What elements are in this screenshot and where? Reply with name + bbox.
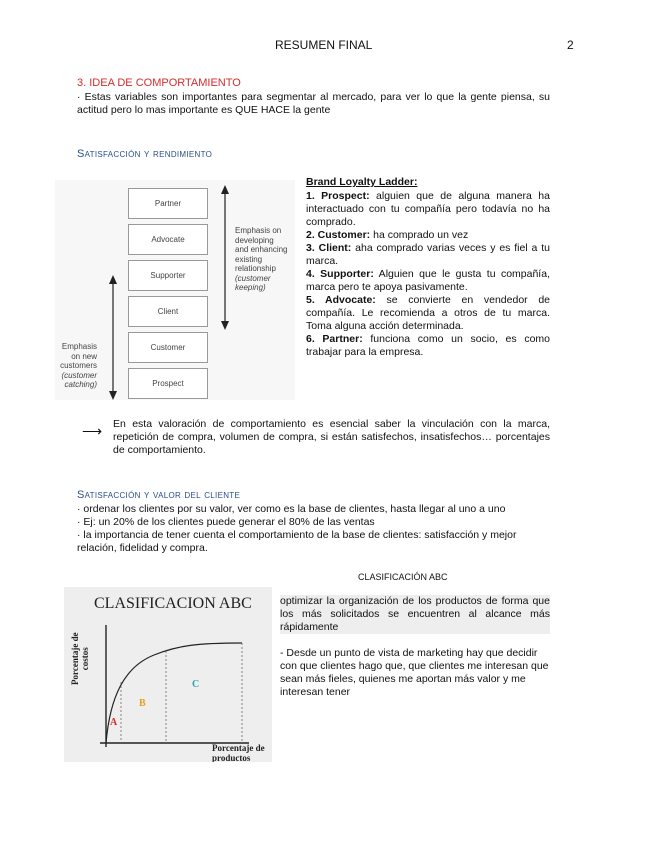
satisfaccion-rendimiento-heading: Satisfacción y rendimiento — [77, 148, 213, 160]
ladder-level-prospect: Prospect — [128, 368, 208, 399]
top-emphasis-note: Emphasis on developing and enhancing existing relationship (customer keeping) — [235, 226, 288, 292]
abc-pareto-curve — [106, 643, 242, 743]
section-3-text: · Estas variables son importantes para segmentar al mercado, para ver lo que la gente piensa, su actitud pero lo mas importante es QUE HACE la gente — [77, 91, 550, 116]
arrow-note-text: En esta valoración de comportamiento es esencial saber la vinculación con la marca, repetición de compra, volumen de compra, si están satisfechos, insatisfechos… porcentajes de comportamiento. — [113, 418, 550, 456]
top-arrow-head-up — [221, 185, 229, 194]
brand-loyalty-list — [306, 176, 550, 359]
ladder-level-supporter: Supporter — [128, 260, 208, 291]
loyalty-item-customer: 2. Customer: ha comprado un vez — [306, 229, 469, 241]
bullet-item: · Ej: un 20% de los clientes puede generar el 80% de las ventas — [77, 516, 375, 528]
arrow-right-icon: ⟶ — [82, 423, 103, 439]
abc-ylabel: Porcentaje de costos — [70, 632, 90, 685]
top-arrow-head-down — [221, 321, 229, 330]
loyalty-item-prospect: 1. Prospect: alguien que de alguna manera ha interactuado con tu compañía pero todavía no ha comprado. — [306, 190, 550, 228]
loyalty-item-partner: 6. Partner: funciona como un socio, es como trabajar para la empresa. — [306, 333, 550, 358]
loyalty-item-client: 3. Client: aha comprado varias veces y es fiel a tu marca. — [306, 242, 550, 267]
satisfaccion-valor-heading: Satisfacción y valor del cliente — [77, 489, 241, 501]
abc-chart-title: CLASIFICACION ABC — [94, 595, 252, 612]
abc-zone-b: B — [139, 698, 146, 709]
abc-description: optimizar la organización de los productos de forma que los más solicitados se encuentren al alcance más rápidamente — [280, 595, 550, 633]
bottom-arrow-head-down — [109, 391, 117, 400]
loyalty-ladder — [55, 180, 295, 400]
satisfaccion-valor-bullets — [77, 503, 547, 555]
ladder-level-client: Client — [128, 296, 208, 327]
ladder-level-advocate: Advocate — [128, 224, 208, 255]
bullet-item: · la importancia de tener cuenta el comportamiento de la base de clientes: satisfacción y mejor relación, fidelidad y compra. — [77, 529, 517, 554]
abc-xlabel: Porcentaje de productos — [212, 743, 265, 762]
loyalty-item-advocate: 5. Advocate: se convierte en vendedor de compañía. Le recomienda a otros de tu marca. Toma alguna acción determinada. — [306, 294, 550, 332]
abc-caption: CLASIFICACIÓN ABC — [358, 572, 448, 582]
document-title: RESUMEN FINAL — [275, 38, 373, 52]
brand-loyalty-title: Brand Loyalty Ladder: — [306, 176, 418, 188]
page-number: 2 — [567, 38, 574, 52]
abc-chart-plot — [64, 587, 272, 762]
bottom-emphasis-note: Emphasis on new customers (customer catching) — [60, 342, 97, 389]
ladder-level-customer: Customer — [128, 332, 208, 363]
abc-zone-a: A — [110, 717, 118, 728]
abc-chart-figure — [64, 587, 272, 762]
abc-marketing-note: - Desde un punto de vista de marketing hay que decidir con que clientes hago que, que clientes me interesan que sean más fieles, quienes me aportan más valor y me interesan tener — [280, 647, 549, 698]
ladder-level-partner: Partner — [128, 188, 208, 219]
bottom-arrow-head-up — [109, 275, 117, 284]
bullet-item: · ordenar los clientes por su valor, ver como es la base de clientes, hasta llegar al uno a uno — [77, 503, 506, 515]
loyalty-item-supporter: 4. Supporter: Alguien que le gusta tu compañía, marca pero te apoya pasivamente. — [306, 268, 550, 293]
abc-zone-c: C — [192, 679, 200, 690]
section-3-heading: 3. IDEA DE COMPORTAMIENTO — [77, 77, 241, 89]
